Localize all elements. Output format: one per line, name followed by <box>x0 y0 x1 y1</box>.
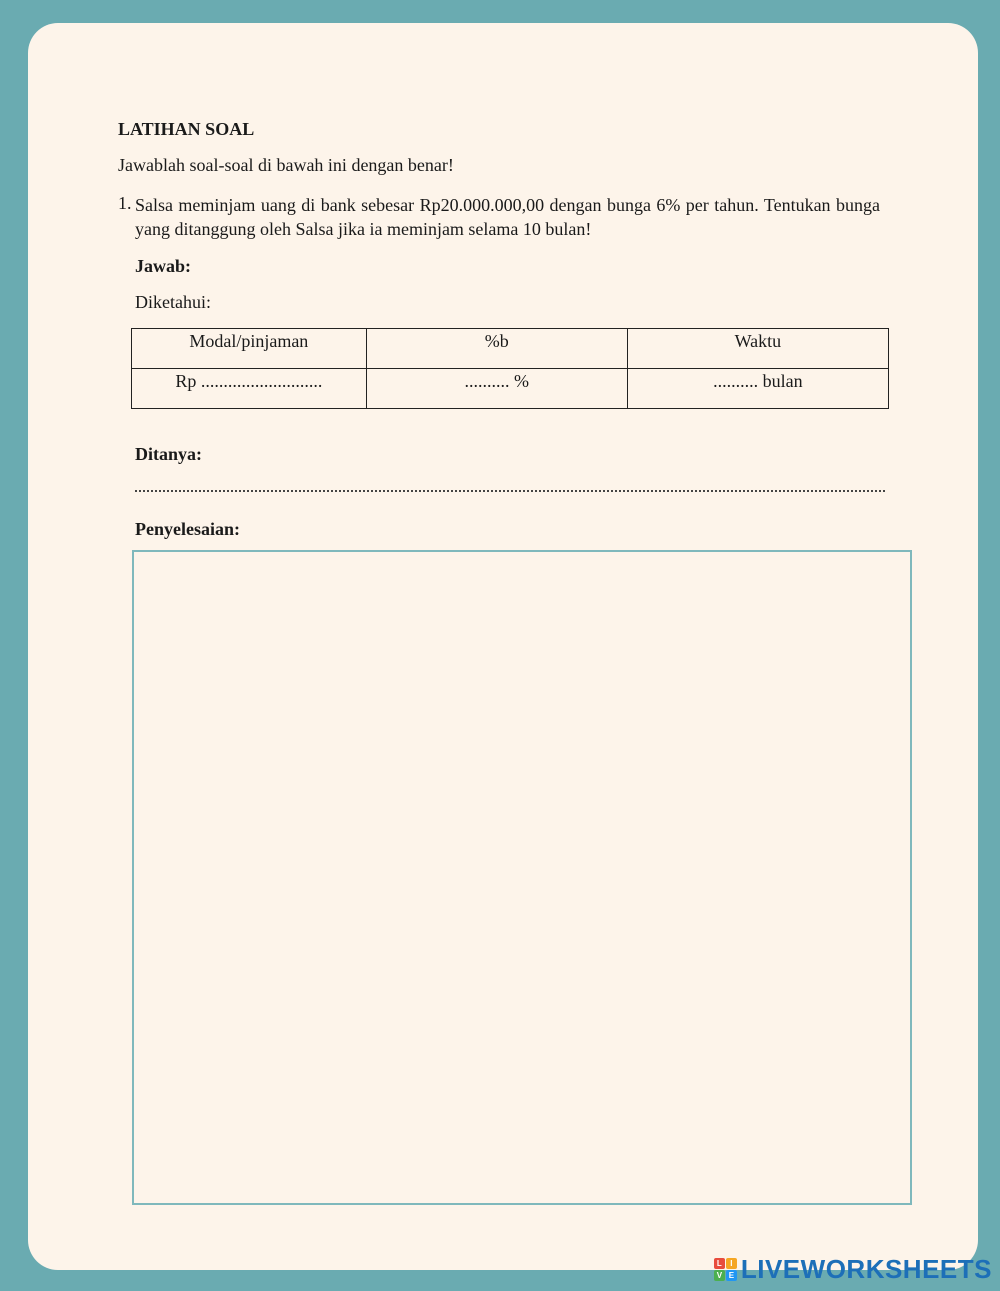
logo-letter-l: L <box>714 1258 725 1269</box>
modal-input-cell[interactable]: Rp ........................... <box>132 369 367 409</box>
logo-letter-v: V <box>714 1270 725 1281</box>
time-input-cell[interactable]: .......... bulan <box>627 369 888 409</box>
worksheet-page <box>28 23 978 1270</box>
question-number: 1. <box>118 193 132 213</box>
instruction-text: Jawablah soal-soal di bawah ini dengan benar! <box>118 155 454 175</box>
known-label: Diketahui: <box>135 292 211 312</box>
answer-label: Jawab: <box>135 256 192 276</box>
solution-label: Penyelesaian: <box>135 519 240 539</box>
header-modal: Modal/pinjaman <box>132 329 367 369</box>
header-time: Waktu <box>627 329 888 369</box>
known-table-input-row <box>132 369 889 409</box>
rate-input-cell[interactable]: .......... % <box>366 369 627 409</box>
known-table-header-row <box>132 329 889 369</box>
liveworksheets-brand <box>714 1254 992 1285</box>
solution-answer-box[interactable] <box>132 550 912 1205</box>
liveworksheets-logo-icon <box>714 1258 737 1281</box>
known-table <box>131 328 889 409</box>
brand-text: LIVEWORKSHEETS <box>740 1254 992 1284</box>
logo-letter-e: E <box>726 1270 737 1281</box>
question-text: Salsa meminjam uang di bank sebesar Rp20.000.000,00 dengan bunga 6% per tahun. Tentukan bunga yang ditanggung oleh Salsa jika ia meminjam selama 10 bulan! <box>135 195 880 239</box>
logo-letter-i: I <box>726 1258 737 1269</box>
asked-label: Ditanya: <box>135 444 202 464</box>
worksheet-title: LATIHAN SOAL <box>118 119 255 139</box>
header-rate: %b <box>366 329 627 369</box>
asked-answer-line[interactable] <box>135 490 885 492</box>
